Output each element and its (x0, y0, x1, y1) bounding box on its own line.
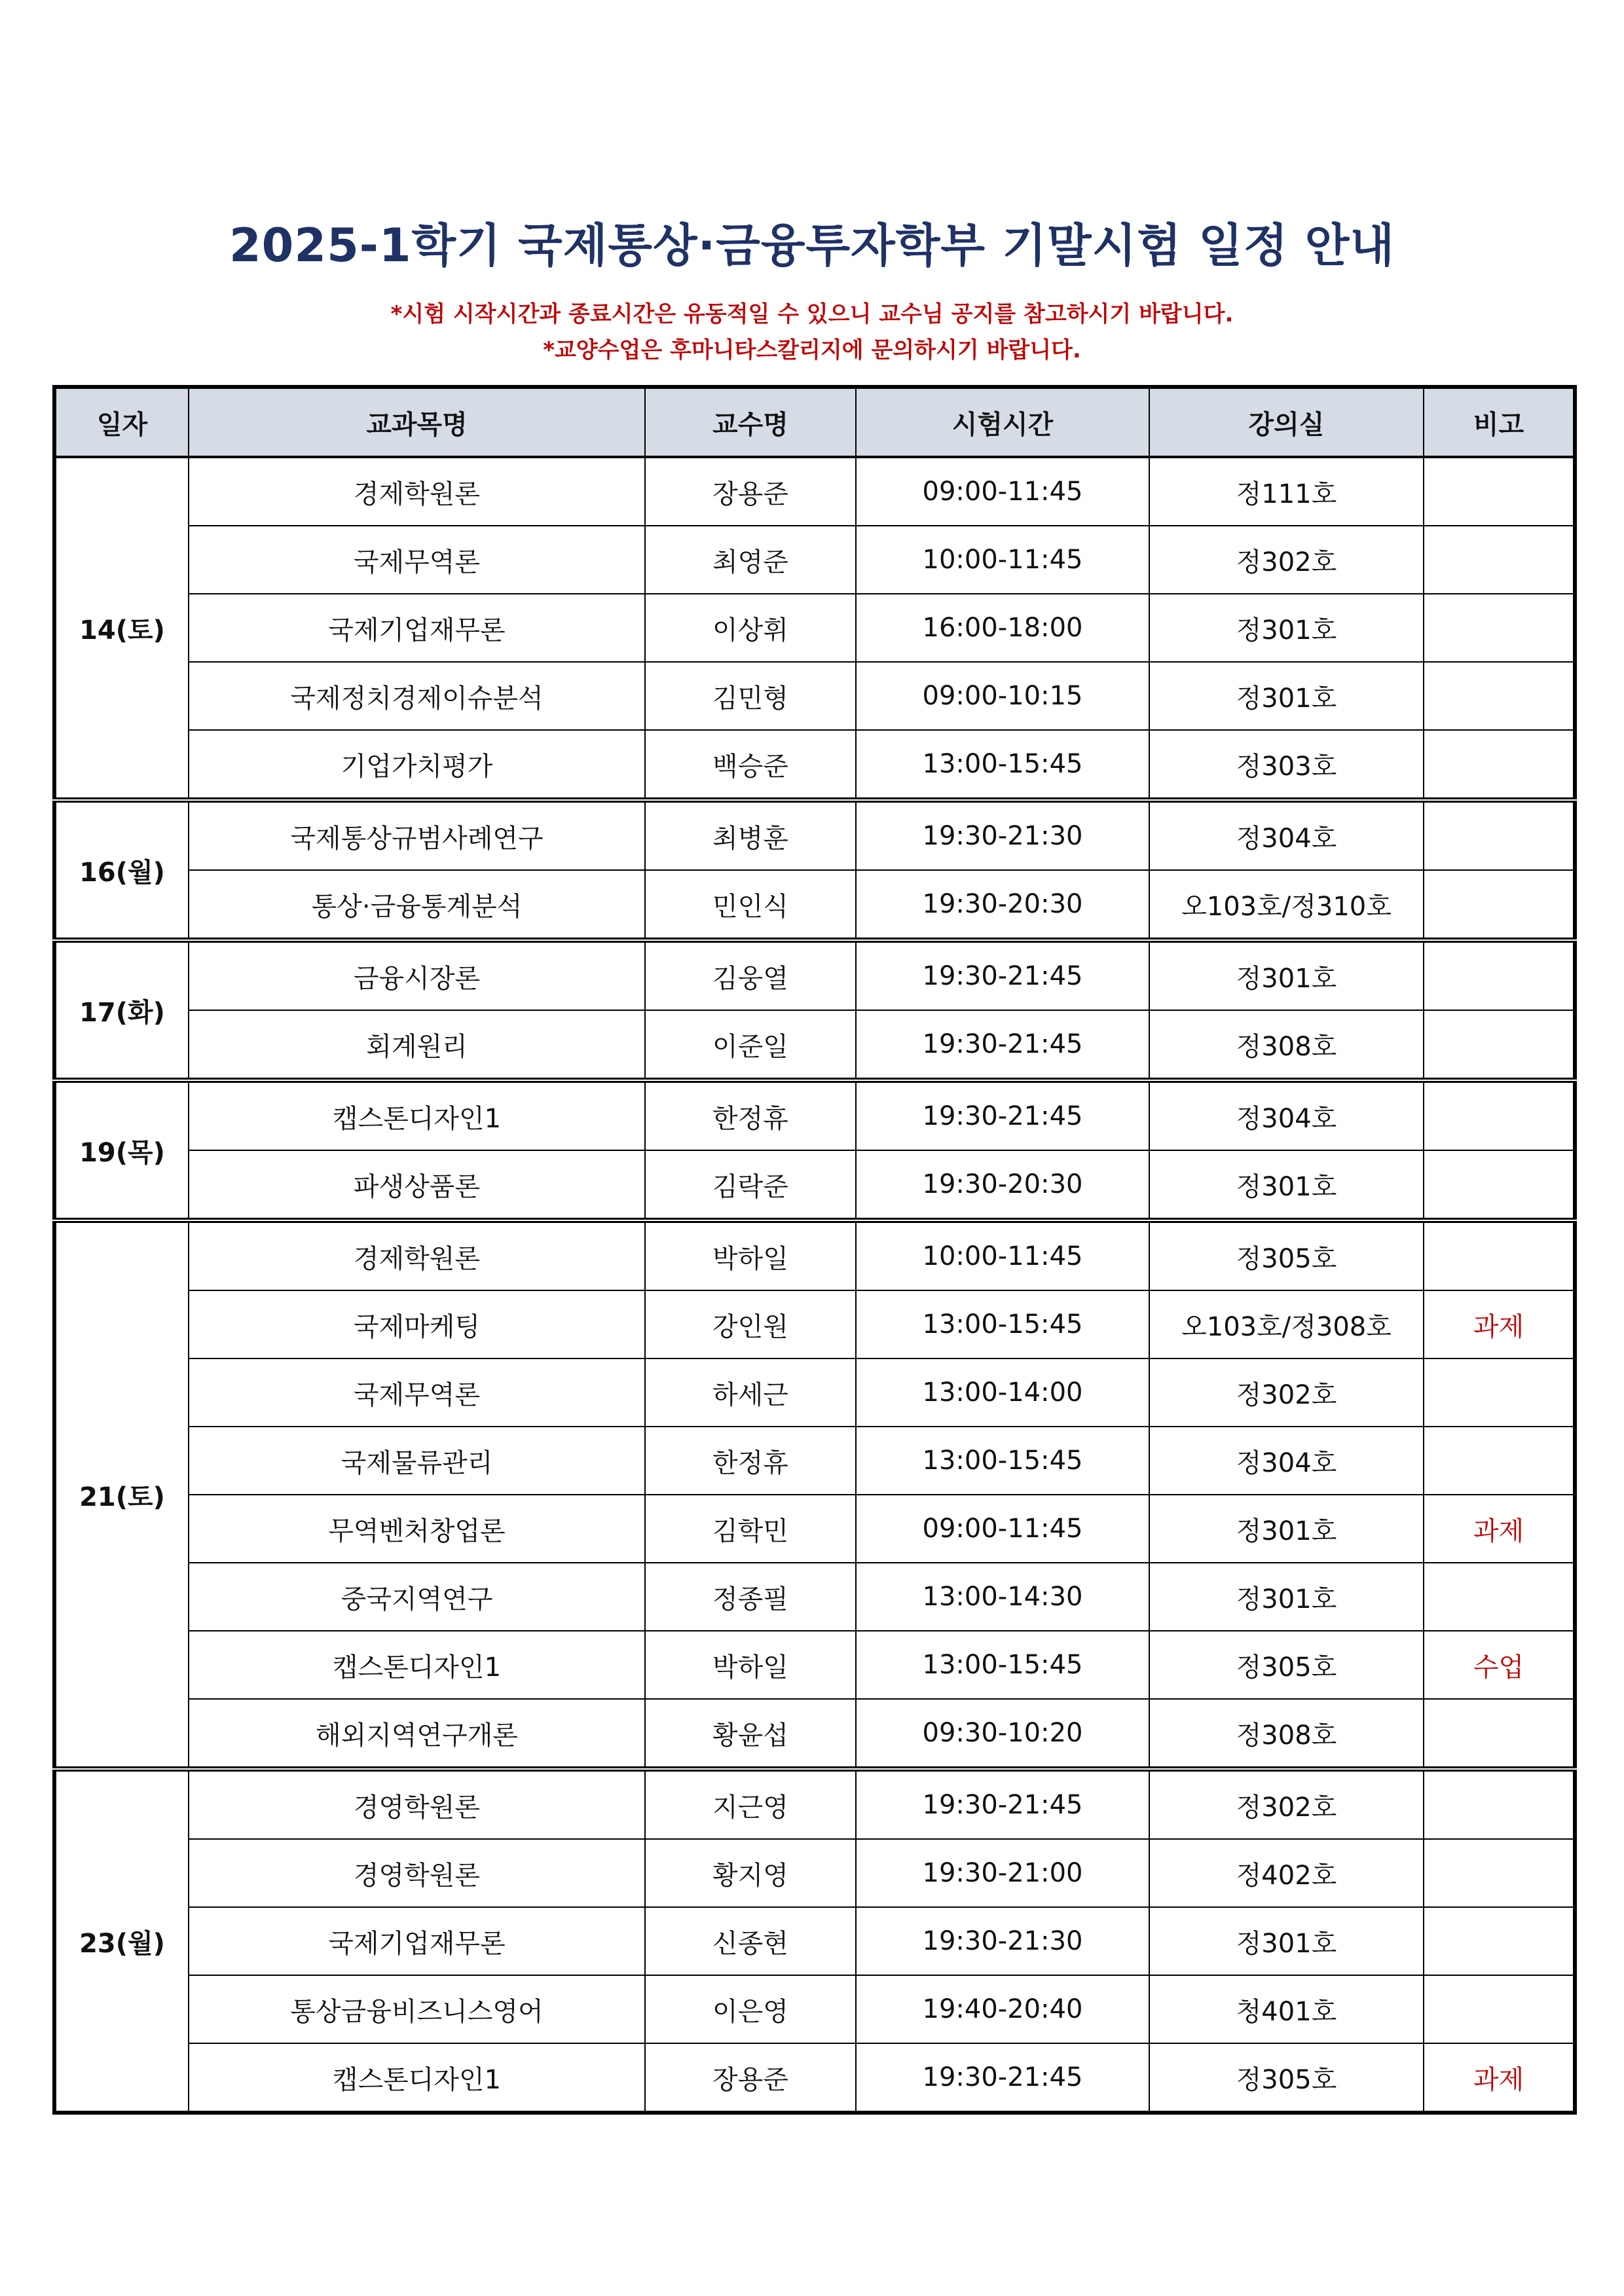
table-row (54, 1631, 1575, 1699)
professor-cell: 신종현 (645, 1907, 856, 1975)
date-cell: 21(토) (54, 1220, 189, 1769)
room-cell: 정304호 (1149, 800, 1424, 870)
time-cell: 19:30-20:30 (856, 870, 1149, 940)
course-cell: 캡스톤디자인1 (189, 1631, 645, 1699)
room-cell: 정111호 (1149, 457, 1424, 526)
note-cell (1424, 594, 1575, 662)
course-cell: 해외지역연구개론 (189, 1699, 645, 1769)
time-cell: 13:00-15:45 (856, 730, 1149, 800)
course-cell: 경영학원론 (189, 1839, 645, 1907)
header-course: 교과목명 (189, 387, 645, 457)
professor-cell: 박하일 (645, 1220, 856, 1290)
professor-cell: 이은영 (645, 1975, 856, 2043)
course-cell: 국제마케팅 (189, 1290, 645, 1358)
table-row (54, 1699, 1575, 1769)
date-cell: 23(월) (54, 1769, 189, 2113)
table-row (54, 1427, 1575, 1495)
note-cell (1424, 940, 1575, 1010)
table-row (54, 526, 1575, 594)
table-row (54, 1563, 1575, 1631)
time-cell: 19:30-21:45 (856, 1010, 1149, 1080)
professor-cell: 황지영 (645, 1839, 856, 1907)
time-cell: 13:00-14:30 (856, 1563, 1149, 1631)
professor-cell: 하세근 (645, 1358, 856, 1427)
note-cell (1424, 526, 1575, 594)
professor-cell: 민인식 (645, 870, 856, 940)
table-header-row (54, 387, 1575, 457)
table-row (54, 800, 1575, 870)
room-cell: 정304호 (1149, 1427, 1424, 1495)
room-cell: 정301호 (1149, 662, 1424, 730)
table-body (54, 457, 1575, 2113)
professor-cell: 황윤섭 (645, 1699, 856, 1769)
table-row (54, 594, 1575, 662)
table-row (54, 870, 1575, 940)
table-row (54, 662, 1575, 730)
time-cell: 13:00-14:00 (856, 1358, 1149, 1427)
professor-cell: 김락준 (645, 1150, 856, 1220)
room-cell: 정305호 (1149, 1631, 1424, 1699)
professor-cell: 정종필 (645, 1563, 856, 1631)
course-cell: 캡스톤디자인1 (189, 1080, 645, 1150)
time-cell: 13:00-15:45 (856, 1427, 1149, 1495)
room-cell: 정301호 (1149, 940, 1424, 1010)
note-cell (1424, 800, 1575, 870)
room-cell: 청401호 (1149, 1975, 1424, 2043)
table-row (54, 1839, 1575, 1907)
course-cell: 국제물류관리 (189, 1427, 645, 1495)
professor-cell: 김학민 (645, 1495, 856, 1563)
table-row (54, 1220, 1575, 1290)
time-cell: 19:30-21:00 (856, 1839, 1149, 1907)
course-cell: 국제기업재무론 (189, 1907, 645, 1975)
page-title: 2025-1학기 국제통상·금융투자학부 기말시험 일정 안내 (229, 219, 1395, 272)
professor-cell: 최병훈 (645, 800, 856, 870)
course-cell: 경영학원론 (189, 1769, 645, 1839)
professor-cell: 김민형 (645, 662, 856, 730)
date-cell: 19(목) (54, 1080, 189, 1220)
note-cell (1424, 1427, 1575, 1495)
note-cell: 과제 (1424, 1495, 1575, 1563)
note-cell (1424, 1220, 1575, 1290)
note-cell: 수업 (1424, 1631, 1575, 1699)
table-row (54, 1907, 1575, 1975)
professor-cell: 박하일 (645, 1631, 856, 1699)
course-cell: 기업가치평가 (189, 730, 645, 800)
room-cell: 정301호 (1149, 1563, 1424, 1631)
room-cell: 정304호 (1149, 1080, 1424, 1150)
course-cell: 파생상품론 (189, 1150, 645, 1220)
professor-cell: 한정휴 (645, 1427, 856, 1495)
time-cell: 19:30-21:45 (856, 1769, 1149, 1839)
note-cell (1424, 1839, 1575, 1907)
professor-cell: 장용준 (645, 2043, 856, 2113)
room-cell: 정305호 (1149, 2043, 1424, 2113)
table-row (54, 1358, 1575, 1427)
table-row (54, 940, 1575, 1010)
table-row (54, 1010, 1575, 1080)
note-cell (1424, 1907, 1575, 1975)
room-cell: 정302호 (1149, 526, 1424, 594)
table-row (54, 1975, 1575, 2043)
note-cell (1424, 870, 1575, 940)
table-row (54, 1495, 1575, 1563)
professor-cell: 이상휘 (645, 594, 856, 662)
professor-cell: 장용준 (645, 457, 856, 526)
time-cell: 13:00-15:45 (856, 1290, 1149, 1358)
time-cell: 09:00-11:45 (856, 457, 1149, 526)
table-row (54, 457, 1575, 526)
time-cell: 10:00-11:45 (856, 1220, 1149, 1290)
course-cell: 중국지역연구 (189, 1563, 645, 1631)
table-row (54, 730, 1575, 800)
course-cell: 금융시장론 (189, 940, 645, 1010)
notice-liberal-arts: *교양수업은 후마니타스칼리지에 문의하시기 바랍니다. (543, 337, 1081, 363)
professor-cell: 백승준 (645, 730, 856, 800)
room-cell: 정308호 (1149, 1699, 1424, 1769)
time-cell: 13:00-15:45 (856, 1631, 1149, 1699)
time-cell: 19:30-21:45 (856, 1080, 1149, 1150)
date-cell: 16(월) (54, 800, 189, 940)
note-cell (1424, 1699, 1575, 1769)
course-cell: 국제기업재무론 (189, 594, 645, 662)
exam-schedule-table (52, 385, 1577, 2115)
header-date: 일자 (54, 387, 189, 457)
course-cell: 국제통상규범사례연구 (189, 800, 645, 870)
professor-cell: 최영준 (645, 526, 856, 594)
note-cell: 과제 (1424, 1290, 1575, 1358)
course-cell: 캡스톤디자인1 (189, 2043, 645, 2113)
time-cell: 10:00-11:45 (856, 526, 1149, 594)
room-cell: 정303호 (1149, 730, 1424, 800)
professor-cell: 김웅열 (645, 940, 856, 1010)
note-cell (1424, 730, 1575, 800)
note-cell (1424, 1150, 1575, 1220)
room-cell: 오103호/정308호 (1149, 1290, 1424, 1358)
note-cell (1424, 1010, 1575, 1080)
table-row (54, 1290, 1575, 1358)
note-cell (1424, 1769, 1575, 1839)
note-cell (1424, 662, 1575, 730)
notice-exam-time: *시험 시작시간과 종료시간은 유동적일 수 있으니 교수님 공지를 참고하시기 바랍니다. (390, 301, 1234, 327)
note-cell (1424, 457, 1575, 526)
time-cell: 09:00-11:45 (856, 1495, 1149, 1563)
course-cell: 회계원리 (189, 1010, 645, 1080)
course-cell: 국제무역론 (189, 1358, 645, 1427)
course-cell: 통상·금융통계분석 (189, 870, 645, 940)
header-room: 강의실 (1149, 387, 1424, 457)
note-cell: 과제 (1424, 2043, 1575, 2113)
course-cell: 국제무역론 (189, 526, 645, 594)
header-time: 시험시간 (856, 387, 1149, 457)
professor-cell: 이준일 (645, 1010, 856, 1080)
time-cell: 19:30-21:30 (856, 1907, 1149, 1975)
room-cell: 정302호 (1149, 1358, 1424, 1427)
room-cell: 정402호 (1149, 1839, 1424, 1907)
time-cell: 19:30-21:45 (856, 940, 1149, 1010)
room-cell: 정301호 (1149, 1150, 1424, 1220)
course-cell: 무역벤처창업론 (189, 1495, 645, 1563)
time-cell: 16:00-18:00 (856, 594, 1149, 662)
time-cell: 09:00-10:15 (856, 662, 1149, 730)
table-row (54, 1150, 1575, 1220)
time-cell: 09:30-10:20 (856, 1699, 1149, 1769)
header-note: 비고 (1424, 387, 1575, 457)
time-cell: 19:30-21:30 (856, 800, 1149, 870)
room-cell: 정301호 (1149, 1907, 1424, 1975)
table-row (54, 2043, 1575, 2113)
note-cell (1424, 1563, 1575, 1631)
header-professor: 교수명 (645, 387, 856, 457)
room-cell: 정301호 (1149, 594, 1424, 662)
course-cell: 국제정치경제이슈분석 (189, 662, 645, 730)
table-row (54, 1080, 1575, 1150)
course-cell: 경제학원론 (189, 1220, 645, 1290)
note-cell (1424, 1975, 1575, 2043)
room-cell: 정302호 (1149, 1769, 1424, 1839)
room-cell: 정301호 (1149, 1495, 1424, 1563)
course-cell: 통상금융비즈니스영어 (189, 1975, 645, 2043)
note-cell (1424, 1080, 1575, 1150)
professor-cell: 한정휴 (645, 1080, 856, 1150)
date-cell: 14(토) (54, 457, 189, 800)
table-row (54, 1769, 1575, 1839)
room-cell: 정305호 (1149, 1220, 1424, 1290)
room-cell: 오103호/정310호 (1149, 870, 1424, 940)
time-cell: 19:40-20:40 (856, 1975, 1149, 2043)
date-cell: 17(화) (54, 940, 189, 1080)
time-cell: 19:30-21:45 (856, 2043, 1149, 2113)
note-cell (1424, 1358, 1575, 1427)
professor-cell: 지근영 (645, 1769, 856, 1839)
time-cell: 19:30-20:30 (856, 1150, 1149, 1220)
course-cell: 경제학원론 (189, 457, 645, 526)
room-cell: 정308호 (1149, 1010, 1424, 1080)
professor-cell: 강인원 (645, 1290, 856, 1358)
